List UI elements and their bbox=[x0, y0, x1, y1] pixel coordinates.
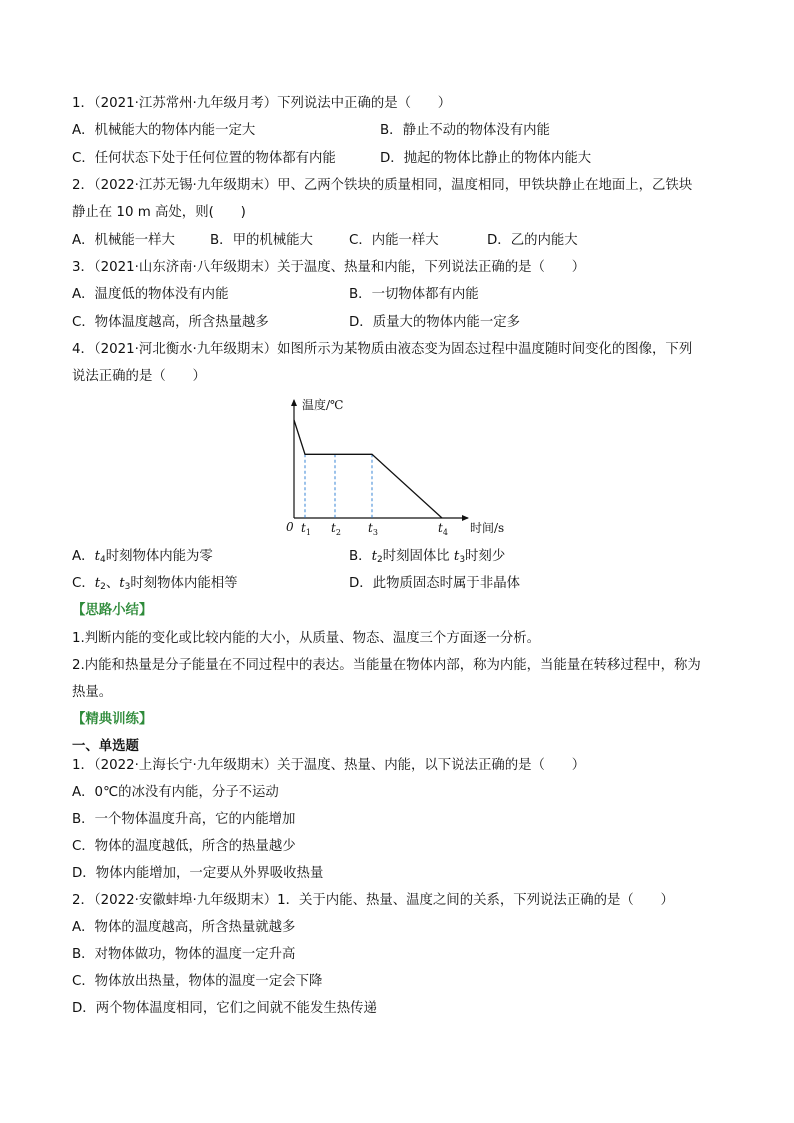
graph-origin-label: 0 bbox=[286, 520, 294, 534]
t1-stem: 1．（2022·上海长宁·九年级期末）关于温度、热量、内能，以下说法正确的是（ ） bbox=[72, 758, 586, 773]
t1-option-a: A．0℃的冰没有内能，分子不运动 bbox=[72, 785, 279, 800]
tick-label-t1: $t_1$ bbox=[301, 521, 311, 537]
q4-option-b: B．$t_2$时刻固体比 $t_3$时刻少 bbox=[349, 549, 506, 565]
q3-option-c: C．物体温度越高，所含热量越多 bbox=[72, 315, 269, 330]
q1-stem: 1．（2021·江苏常州·九年级月考）下列说法中正确的是（ ） bbox=[72, 96, 452, 111]
summary-line-1: 1.判断内能的变化或比较内能的大小，从质量、物态、温度三个方面逐一分析。 bbox=[72, 631, 541, 646]
q2-option-c: C．内能一样大 bbox=[349, 233, 439, 248]
summary-line-2b: 热量。 bbox=[72, 685, 113, 700]
tick-label-t3: $t_3$ bbox=[368, 521, 378, 537]
q3-option-d: D．质量大的物体内能一定多 bbox=[349, 315, 520, 330]
x-axis-arrow bbox=[462, 515, 469, 521]
graph-xlabel: 时间/s bbox=[470, 521, 505, 535]
t1-option-c: C．物体的温度越低，所含的热量越少 bbox=[72, 839, 296, 854]
q4-option-c: C．$t_2$、$t_3$时刻物体内能相等 bbox=[72, 576, 238, 592]
graph-curve bbox=[294, 420, 442, 518]
q1-option-b: B．静止不动的物体没有内能 bbox=[380, 123, 550, 138]
q4-option-d: D．此物质固态时属于非晶体 bbox=[349, 576, 520, 591]
training-heading: 【精典训练】 bbox=[72, 712, 153, 727]
y-axis-arrow bbox=[291, 399, 297, 406]
t2-option-b: B．对物体做功，物体的温度一定升高 bbox=[72, 947, 296, 962]
t1-option-b: B．一个物体温度升高，它的内能增加 bbox=[72, 812, 296, 827]
q2-option-b: B．甲的机械能大 bbox=[210, 233, 313, 248]
q2-option-a: A．机械能一样大 bbox=[72, 233, 175, 248]
tick-label-t4: $t_4$ bbox=[438, 521, 448, 537]
q1-option-c: C．任何状态下处于任何位置的物体都有内能 bbox=[72, 151, 336, 166]
t1-option-d: D．物体内能增加，一定要从外界吸收热量 bbox=[72, 866, 324, 881]
t2-stem: 2．（2022·安徽蚌埠·九年级期末）1．关于内能、热量、温度之间的关系，下列说法正确的是（ ） bbox=[72, 893, 674, 908]
t2-option-a: A．物体的温度越高，所含热量就越多 bbox=[72, 920, 296, 935]
q4-stem-line2: 说法正确的是（ ） bbox=[72, 369, 206, 384]
q3-option-a: A．温度低的物体没有内能 bbox=[72, 287, 229, 302]
summary-heading: 【思路小结】 bbox=[72, 603, 153, 618]
temperature-time-graph bbox=[272, 392, 522, 540]
summary-line-2a: 2.内能和热量是分子能量在不同过程中的表达。当能量在物体内部，称为内能，当能量在转移过程中，称为 bbox=[72, 658, 701, 673]
section-heading: 一、单选题 bbox=[72, 739, 139, 754]
q4-stem-line1: 4．（2021·河北衡水·九年级期末）如图所示为某物质由液态变为固态过程中温度随时间变化的图像，下列 bbox=[72, 342, 693, 357]
q2-stem-line1: 2．（2022·江苏无锡·九年级期末）甲、乙两个铁块的质量相同，温度相同，甲铁块静止在地面上，乙铁块 bbox=[72, 178, 693, 193]
q4-option-a: A．$t_4$时刻物体内能为零 bbox=[72, 549, 213, 565]
q2-stem-line2: 静止在 10 m 高处，则( ) bbox=[72, 205, 246, 220]
t2-option-d: D．两个物体温度相同，它们之间就不能发生热传递 bbox=[72, 1001, 377, 1016]
graph-ylabel: 温度/℃ bbox=[302, 398, 344, 412]
q1-option-d: D．抛起的物体比静止的物体内能大 bbox=[380, 151, 592, 166]
graph-tick-labels bbox=[301, 521, 448, 537]
q1-option-a: A．机械能大的物体内能一定大 bbox=[72, 123, 256, 138]
q2-option-d: D．乙的内能大 bbox=[487, 233, 578, 248]
q3-option-b: B．一切物体都有内能 bbox=[349, 287, 479, 302]
t2-option-c: C．物体放出热量，物体的温度一定会下降 bbox=[72, 974, 323, 989]
graph-dashed-guides bbox=[305, 454, 372, 518]
tick-label-t2: $t_2$ bbox=[331, 521, 341, 537]
graph-axes bbox=[291, 399, 469, 521]
q3-stem: 3．（2021·山东济南·八年级期末）关于温度、热量和内能，下列说法正确的是（ ） bbox=[72, 260, 586, 275]
